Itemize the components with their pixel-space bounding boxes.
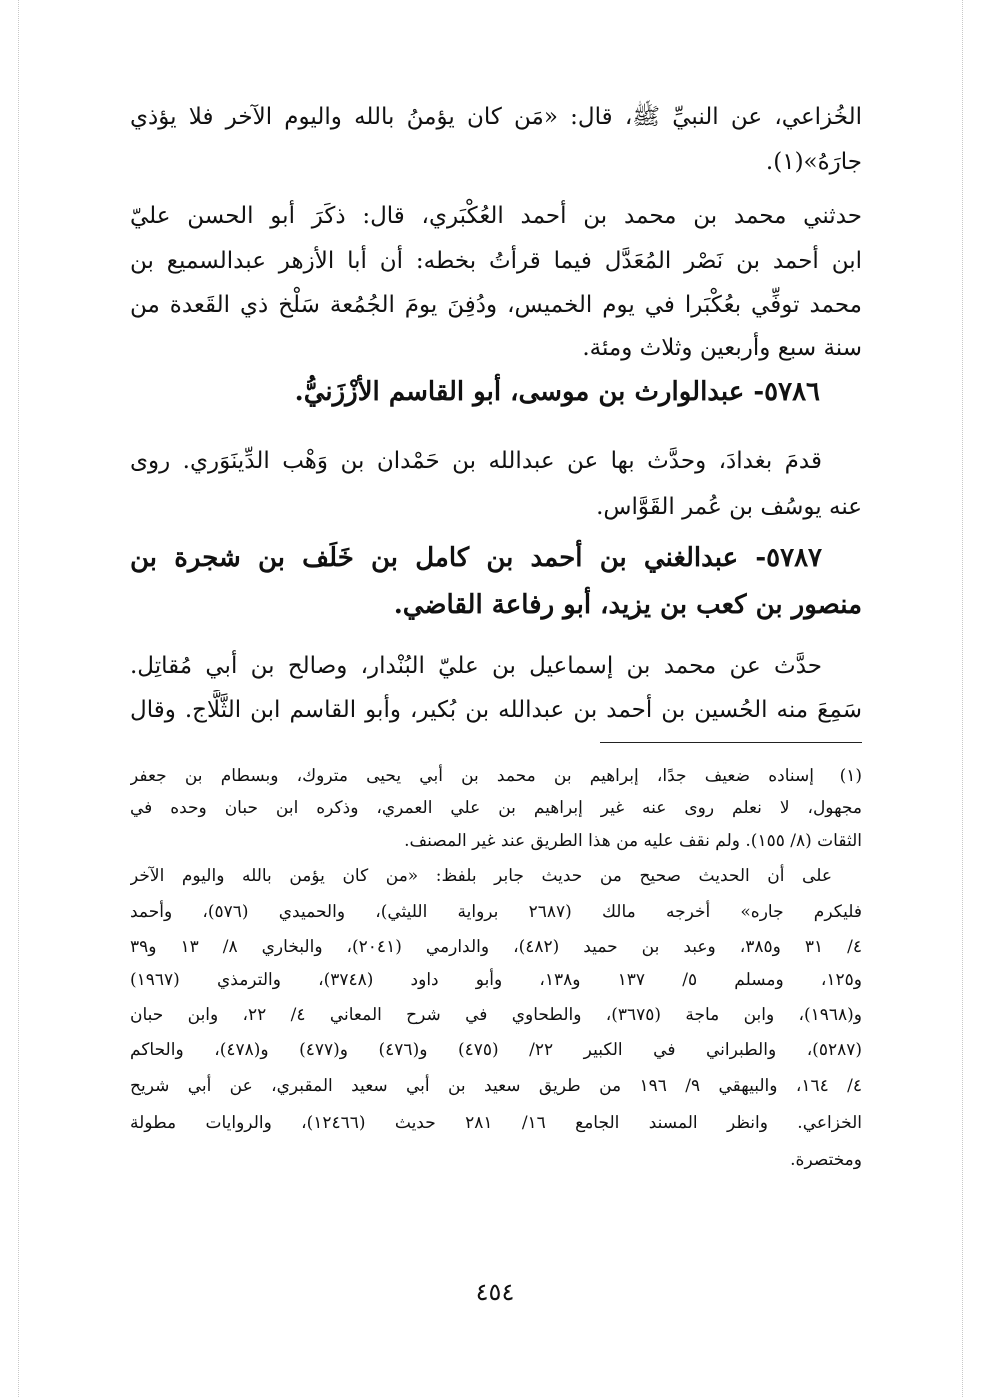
body-line: سنة سبع وأربعين وثلاث ومئة. xyxy=(582,335,862,361)
footnote-line: الخزاعي. وانظر المسند الجامع ١٦/ ٢٨١ حديث (١٢٤٦٦)، والروايات مطولة xyxy=(130,1113,862,1133)
page-number: ٤٥٤ xyxy=(475,1278,515,1306)
body-line: قدمَ بغدادَ، وحدَّث بها عن عبدالله بن حَمْدان بن وَهْب الدِّينَوَري. روى xyxy=(130,448,822,474)
body-line: محمد توفِّي بعُكْبَرا في يوم الخميس، ودُفِنَ يومَ الجُمُعة سَلْخ ذي القَعدة من xyxy=(130,292,862,318)
body-line: سَمِعَ منه الحُسين بن أحمد بن عبدالله بن بُكير، وأبو القاسم ابن الثَّلَّاج. وقال xyxy=(130,697,862,723)
body-line: الخُزاعي، عن النبيِّ ﷺ، قال: «مَن كان يؤمنُ بالله واليوم الآخر فلا يؤذي xyxy=(130,104,862,130)
footnote-line: فليكرم جاره» أخرجه مالك (٢٦٨٧ برواية الليثي)، والحميدي (٥٧٦)، وأحمد xyxy=(130,902,862,922)
entry-heading: ٥٧٨٧- عبدالغني بن أحمد بن كامل بن خَلَف بن شجرة بن xyxy=(130,543,822,573)
footnote-line: ٤/ ١٦٤، والبيهقي ٩/ ١٩٦ من طريق سعيد بن أبي سعيد المقبري، عن أبي شريح xyxy=(130,1076,862,1096)
footnote-number: (١) xyxy=(839,766,862,786)
footnote-line: (٥٢٨٧)، والطبراني في الكبير ٢٢/ (٤٧٥) و(٤٧٦) و(٤٧٧) و(٤٧٨)، والحاكم xyxy=(130,1040,862,1060)
body-line: جارَهُ»(١). xyxy=(765,149,862,175)
footnote-separator xyxy=(600,742,862,743)
scan-dotted-margin xyxy=(962,0,963,1397)
footnote-line: ومختصرة. xyxy=(790,1150,862,1170)
footnote-line: و١٢٥، ومسلم ٥/ ١٣٧ و١٣٨، وأبو داود (٣٧٤٨)، والترمذي (١٩٦٧) xyxy=(130,970,862,990)
body-line: ابن أحمد بن نَصْر المُعَدَّل فيما قرأتُ بخطه: أن أبا الأزهر عبدالسميع بن xyxy=(130,248,862,274)
footnote-line: الثقات (٨/ ١٥٥). ولم نقف عليه من هذا الطريق عند غير المصنف. xyxy=(404,831,862,851)
entry-heading: ٥٧٨٦- عبدالوارث بن موسى، أبو القاسم الأزْزَنيُّ. xyxy=(294,377,820,407)
footnote-line: على أن الحديث صحيح من حديث جابر بلفظ: «من كان يؤمن بالله واليوم الآخر xyxy=(130,866,832,886)
body-line: عنه يوسُف بن عُمر القَوَّاس. xyxy=(596,494,862,520)
footnote-line: ٤/ ٣١ و٣٨٥، وعبد بن حميد (٤٨٢)، والدارمي (٢٠٤١)، والبخاري ٨/ ١٣ و٣٩ xyxy=(130,937,862,957)
footnote-line: مجهول، لا نعلم روى عنه غير إبراهيم بن علي العمري، وذكره ابن حبان وحده في xyxy=(130,798,862,818)
body-line: حدَّث عن محمد بن إسماعيل بن عليّ البُنْدار، وصالح بن أبي مُقاتِل. xyxy=(130,653,822,679)
scan-dotted-margin xyxy=(18,0,19,1397)
footnote-line: إسناده ضعيف جدًا، إبراهيم بن محمد بن أبي يحيى متروك، وبسطام بن جعفر xyxy=(130,766,814,786)
footnote-line: و(١٩٦٨)، وابن ماجة (٣٦٧٥)، والطحاوي في شرح المعاني ٤/ ٢٢، وابن حبان xyxy=(130,1005,862,1025)
body-line: حدثني محمد بن محمد بن أحمد العُكْبَري، قال: ذكَرَ أبو الحسن عليّ xyxy=(130,203,862,229)
entry-heading: منصور بن كعب بن يزيد، أبو رفاعة القاضي. xyxy=(393,590,862,620)
